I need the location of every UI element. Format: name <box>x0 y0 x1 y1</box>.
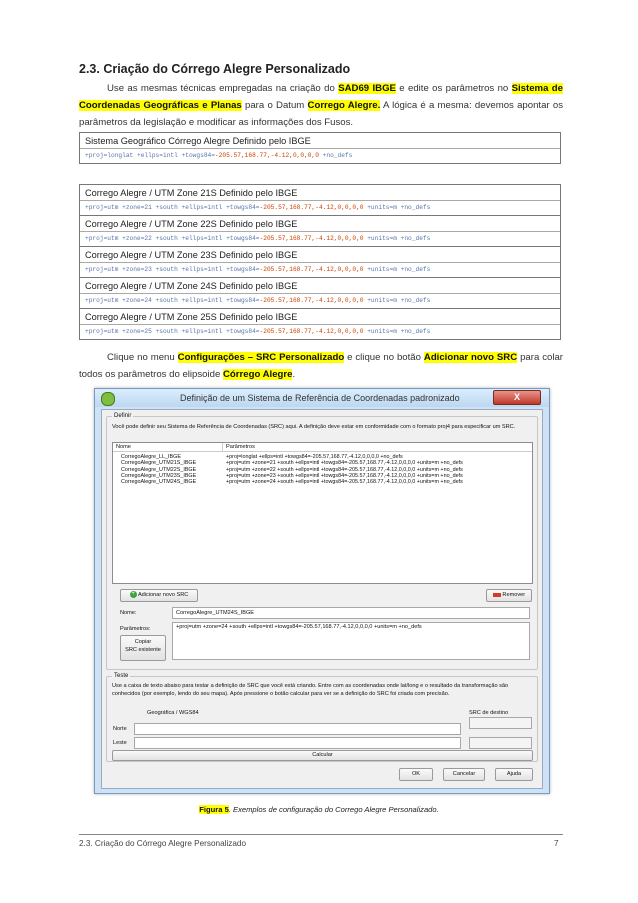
code-numbers: -205.57,168.77,-4.12,0,0,0,0 <box>259 204 364 211</box>
text-run: e clique no botão <box>344 352 424 363</box>
dialog-title: Definição de um Sistema de Referência de Coordenadas padronizado <box>180 393 460 403</box>
dialog-titlebar <box>95 389 549 407</box>
caption-label: Figura 5 <box>199 805 229 814</box>
code-part: +proj=longlat +ellps=intl +towgs84= <box>85 152 215 159</box>
section-heading: 2.3. Criação do Córrego Alegre Personalizado <box>79 62 351 76</box>
highlight-ellipsoid: Córrego Alegre <box>223 369 293 380</box>
destination-north-output <box>469 717 532 729</box>
utm-definitions-box <box>79 184 561 340</box>
table-row-name[interactable]: CorregoAlegre_LL_IBGE <box>121 454 181 460</box>
calculate-button[interactable]: Calcular <box>112 750 533 761</box>
figure-caption <box>0 805 638 814</box>
caption-text: . Exemplos de configuração do Corrego Alegre Personalizado. <box>228 805 439 814</box>
params-label: Parâmetros: <box>120 626 151 632</box>
proj-code <box>80 263 560 278</box>
code-part: +units=m +no_defs <box>363 266 431 273</box>
instruction-paragraph <box>79 349 563 383</box>
table-row-params[interactable]: +proj=utm +zone=23 +south +ellps=intl +towgs84=-205.57,168.77,-4.12,0,0,0,0 +units=m +no_defs <box>226 472 463 479</box>
text-run: para colar todos os parâmetros do elipsoide <box>79 352 563 380</box>
destination-label: SRC de destino <box>469 710 509 716</box>
highlight-button: Adicionar novo SRC <box>423 352 518 363</box>
destination-east-output <box>469 737 532 749</box>
box-header: Corrego Alegre / UTM Zone 24S Definido pelo IBGE <box>80 278 560 294</box>
code-numbers: -205.57,168.77,-4.12,0,0,0,0 <box>214 152 319 159</box>
ok-button[interactable]: OK <box>399 768 433 781</box>
define-group-label: Definir <box>114 413 132 419</box>
footer-divider <box>79 834 563 835</box>
define-group <box>106 413 538 670</box>
table-row-params[interactable]: +proj=utm +zone=24 +south +ellps=intl +towgs84=-205.57,168.77,-4.12,0,0,0,0 +units=m +no_defs <box>226 479 463 486</box>
code-part: +no_defs <box>318 152 353 159</box>
column-header-params[interactable]: Parâmetros <box>223 443 531 451</box>
code-numbers: -205.57,168.77,-4.12,0,0,0,0 <box>259 328 364 335</box>
copy-existing-crs-button[interactable] <box>120 635 166 661</box>
code-part: +proj=utm +zone=23 +south +ellps=intl +towgs84= <box>85 266 260 273</box>
add-crs-button[interactable] <box>120 589 198 602</box>
code-part: +units=m +no_defs <box>363 204 431 211</box>
code-part: +proj=utm +zone=21 +south +ellps=intl +towgs84= <box>85 204 260 211</box>
table-row-name[interactable]: CorregoAlegre_UTM24S_IBGE <box>121 479 197 486</box>
box-header: Corrego Alegre / UTM Zone 25S Definido pelo IBGE <box>80 309 560 325</box>
name-label: Nome: <box>120 610 137 616</box>
intro-paragraph <box>79 80 563 131</box>
plus-icon: + <box>131 591 135 598</box>
table-row-params[interactable]: +proj=utm +zone=21 +south +ellps=intl +towgs84=-205.57,168.77,-4.12,0,0,0,0 +units=m +no_defs <box>226 460 463 467</box>
east-input[interactable] <box>134 737 461 749</box>
code-part: +proj=utm +zone=22 +south +ellps=intl +towgs84= <box>85 235 260 242</box>
code-part: +units=m +no_defs <box>363 328 431 335</box>
params-field[interactable]: +proj=utm +zone=24 +south +ellps=intl +towgs84=-205.57,168.77,-4.12,0,0,0,0 +units=m +no_defs <box>172 622 530 660</box>
crs-table[interactable] <box>112 442 533 584</box>
box-header: Sistema Geográfico Córrego Alegre Definido pelo IBGE <box>80 133 560 149</box>
crs-dialog <box>94 388 550 794</box>
highlight-sad69: SAD69 IBGE <box>338 83 396 94</box>
page-number: 7 <box>554 839 559 848</box>
text-run: Clique no menu <box>107 352 178 363</box>
text-run: para o Datum <box>241 100 308 111</box>
box-header: Corrego Alegre / UTM Zone 23S Definido pelo IBGE <box>80 247 560 263</box>
table-row-params[interactable]: +proj=utm +zone=22 +south +ellps=intl +towgs84=-205.57,168.77,-4.12,0,0,0,0 +units=m +no_defs <box>226 466 463 473</box>
qgis-logo-icon <box>101 392 115 406</box>
test-group-label: Teste <box>114 673 129 679</box>
test-description: Use a caixa de texto abaixo para testar a definição de SRC que você está criando. Entre com as coordenadas onde lat/long e o resultado da transformação são conhecidos (por exemplo, lendo do seu mapa). Após pressione o botão calcular para ver se a definição do SRC foi criada com precisão. <box>112 683 509 697</box>
code-numbers: -205.57,168.77,-4.12,0,0,0,0 <box>259 235 364 242</box>
table-row-name[interactable]: CorregoAlegre_UTM23S_IBGE <box>121 472 197 479</box>
highlight-system: Sistema de Coordenadas Geográficas e Planas <box>79 83 563 111</box>
dialog-body <box>101 409 543 789</box>
table-row-name[interactable]: CorregoAlegre_UTM21S_IBGE <box>121 460 197 467</box>
add-crs-label: Adicionar novo SRC <box>137 592 189 598</box>
code-numbers: -205.57,168.77,-4.12,0,0,0,0 <box>259 266 364 273</box>
east-label: Leste <box>113 740 127 746</box>
close-button[interactable]: X <box>493 390 541 405</box>
define-description: Você pode definir seu Sistema de Referência de Coordenadas (SRC) aqui. A definição deve estar em conformidade com o formato proj4 para especificar um SRC. <box>112 424 516 430</box>
cancel-button[interactable]: Cancelar <box>443 768 485 781</box>
north-label: Norte <box>113 726 127 732</box>
box-header: Corrego Alegre / UTM Zone 22S Definido pelo IBGE <box>80 216 560 232</box>
proj-code <box>80 325 560 339</box>
remove-button[interactable] <box>486 589 532 602</box>
highlight-menu: Configurações – SRC Personalizado <box>177 352 345 363</box>
table-row-name[interactable]: CorregoAlegre_UTM22S_IBGE <box>121 466 197 473</box>
box-header: Corrego Alegre / UTM Zone 21S Definido pelo IBGE <box>80 185 560 201</box>
code-part: +units=m +no_defs <box>363 235 431 242</box>
text-run: . <box>292 369 296 380</box>
proj-code <box>80 201 560 216</box>
proj-code <box>80 294 560 309</box>
test-group <box>106 673 538 762</box>
table-row-params[interactable]: +proj=longlat +ellps=intl +towgs84=-205.57,168.77,-4.12,0,0,0,0 +no_defs <box>226 454 403 460</box>
copy-label: SRC existente <box>125 647 161 653</box>
column-header-name[interactable]: Nome <box>113 443 223 451</box>
north-input[interactable] <box>134 723 461 735</box>
code-part: +proj=utm +zone=24 +south +ellps=intl +towgs84= <box>85 297 260 304</box>
copy-label: Copiar <box>134 639 152 645</box>
remove-label: Remover <box>502 592 526 598</box>
help-button[interactable]: Ajuda <box>495 768 533 781</box>
text-run: A lógica é a mesma: devemos apontar os parâmetros da legislação e modificar as informações dos Fusos. <box>79 100 563 128</box>
text-run: e edite os parâmetros no <box>395 83 512 94</box>
proj-code <box>80 232 560 247</box>
proj-code <box>80 149 560 163</box>
geographic-label: Geográfica / WGS84 <box>147 710 199 716</box>
text-run: Use as mesmas técnicas empregadas na criação do <box>107 83 339 94</box>
footer-section: 2.3. Criação do Córrego Alegre Personalizado <box>79 839 247 848</box>
name-field[interactable]: CorregoAlegre_UTM24S_IBGE <box>172 607 530 619</box>
code-part: +units=m +no_defs <box>363 297 431 304</box>
geo-definition-box <box>79 132 561 164</box>
code-part: +proj=utm +zone=25 +south +ellps=intl +towgs84= <box>85 328 260 335</box>
remove-icon <box>493 593 501 597</box>
highlight-datum: Corrego Alegre. <box>307 100 381 111</box>
code-numbers: -205.57,168.77,-4.12,0,0,0,0 <box>259 297 364 304</box>
